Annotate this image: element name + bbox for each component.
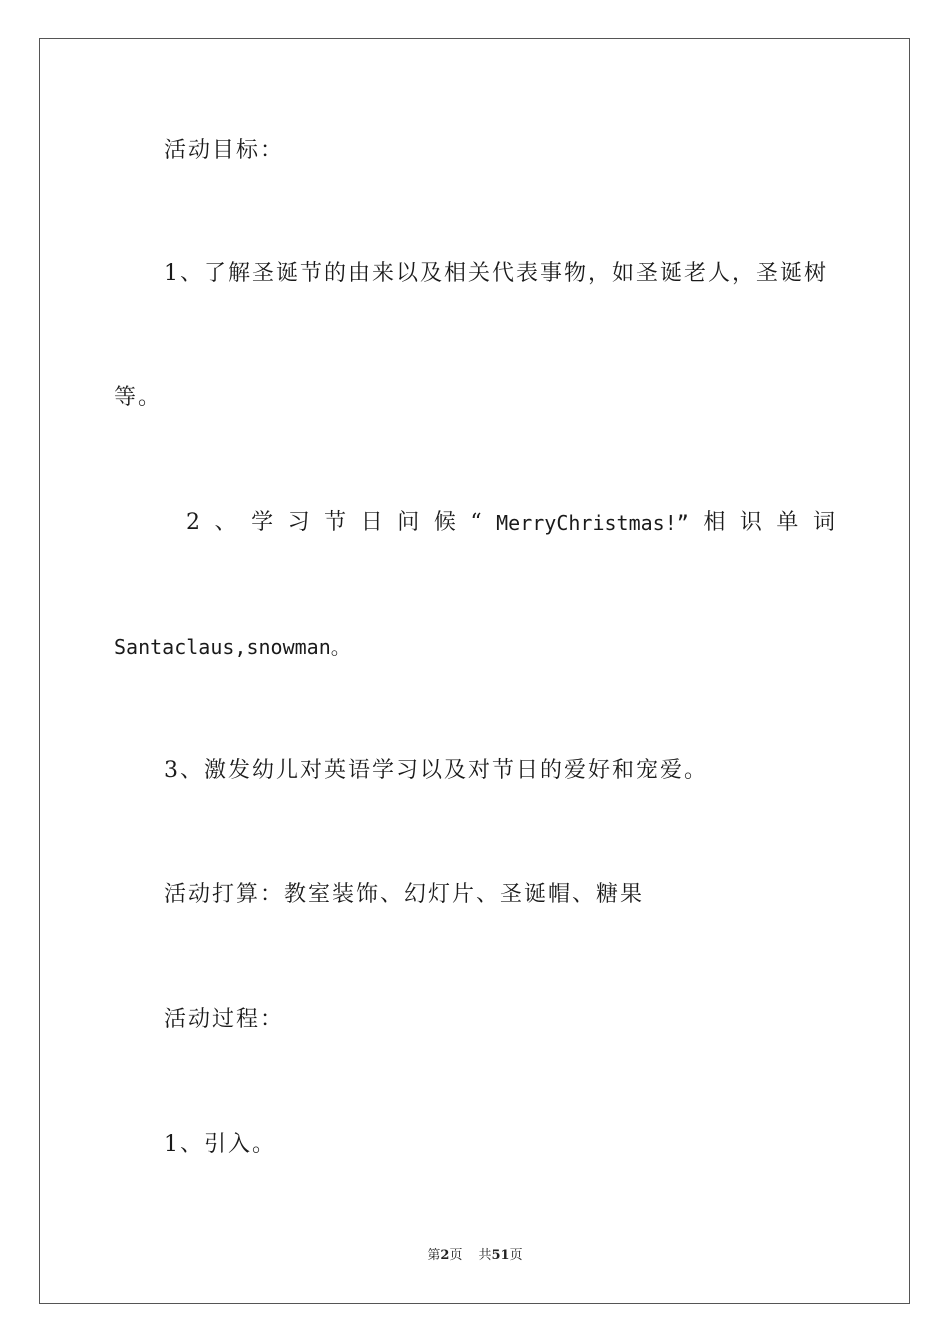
footer-total-suffix: 页 [509, 1248, 523, 1263]
goal-3: 3、激发幼儿对英语学习以及对节日的爱好和宠爱。 [164, 758, 708, 783]
footer-total-prefix: 共 [478, 1248, 492, 1263]
goal-2-token: 、 [214, 510, 237, 535]
goal-2-token: 候 [433, 510, 456, 535]
footer-total-pages: 51 [491, 1248, 510, 1263]
goal-2-token: 习 [287, 510, 310, 535]
preparation: 活动打算：教室装饰、幻灯片、圣诞帽、糖果 [164, 882, 645, 907]
goal-2-line-1 [164, 508, 835, 538]
step-1: 1、引入。 [164, 1132, 276, 1157]
goal-2-token: 日 [360, 510, 383, 535]
goal-2-token: 相 [703, 510, 726, 535]
goal-2-token: 单 [776, 510, 799, 535]
goal-2-token-english: MerryChristmas!” [496, 511, 689, 535]
footer-page-prefix: 第 [427, 1248, 441, 1263]
footer-page-suffix: 页 [449, 1248, 463, 1263]
goal-1-line-2: 等。 [114, 385, 163, 410]
goal-2-token: 词 [812, 510, 835, 535]
goal-2-token: “ [470, 510, 482, 535]
goal-2-token: 学 [251, 510, 274, 535]
goal-2-token: 节 [324, 510, 347, 535]
goal-2-token: 问 [397, 510, 420, 535]
process-heading: 活动过程： [164, 1007, 285, 1032]
page-border [39, 38, 910, 1304]
goals-heading: 活动目标： [164, 138, 285, 163]
goal-2-token: 识 [739, 510, 762, 535]
page-footer [0, 1247, 950, 1265]
goal-2-token: 2 [186, 510, 200, 535]
footer-page-number: 2 [440, 1248, 450, 1263]
goal-2-line-2: Santaclaus,snowman。 [114, 635, 351, 659]
goal-1-line-1: 1、了解圣诞节的由来以及相关代表事物，如圣诞老人，圣诞树 [164, 261, 828, 286]
